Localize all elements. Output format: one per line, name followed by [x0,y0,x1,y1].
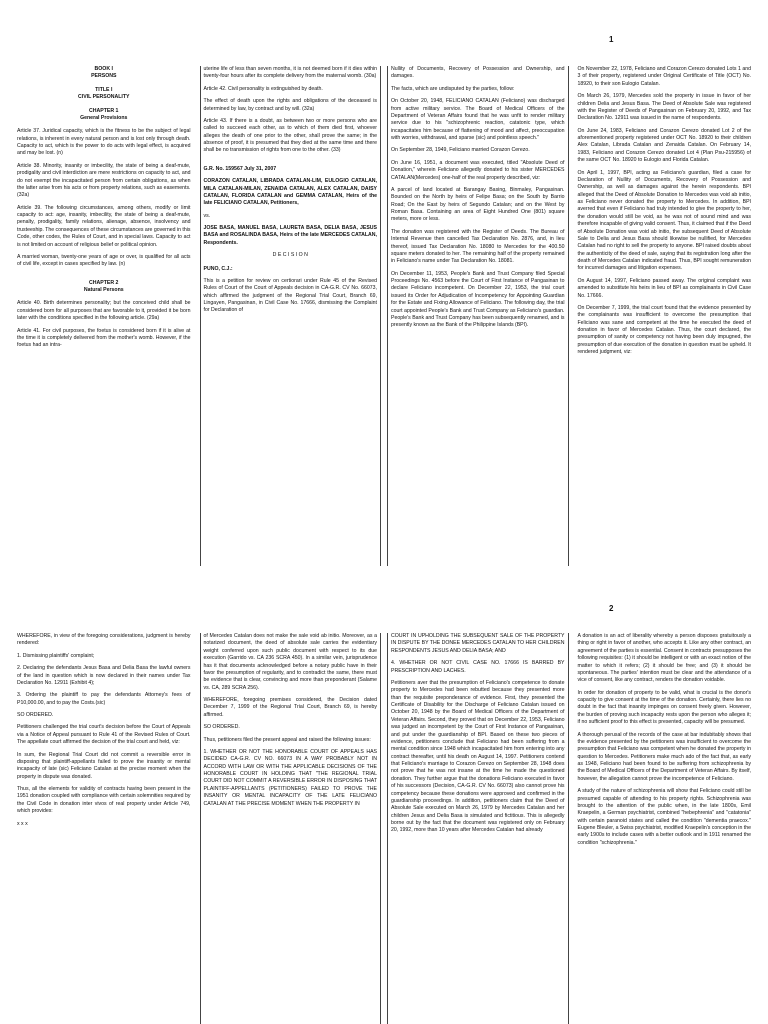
paragraph: SO ORDERED. [203,724,240,731]
column-4 [575,66,755,566]
paragraph: 1. WHETHER OR NOT THE HONORABLE COURT OF APPEALS HAS DECIDED CA-G.R. CV NO. 66073 IN A WAY PROBABLY NOT IN ACCORD WITH LAW OR WITH THE APPLICABLE DECISIONS OF THE HONORABLE COURT IN HOLDING THAT "THE REGIONAL TRIAL COURT DID NOT COMMIT A REVERSIBLE ERROR IN DISPOSING THAT PLAINTIFF-APPELLANTS (PETITIONERS) FAILED TO PROVE THE INSANITY OR MENTAL INCAPACITY OF THE LATE FELICIANO CATALAN AT THE PRECISE MOMENT WHEN THE PROPERTY IN [203,748,377,807]
natural-persons-heading: Natural Persons [83,287,124,293]
paragraph: Thus, petitioners filed the present appeal and raised the following issues: [203,736,371,743]
article-37: Article 37. Juridical capacity, which is the fitness to be the subject of legal relations, is inherent in every natural person and is lost only through death. Capacity to act, which is the power to do acts with legal effect, is acquired and may be lost. (n) [17,128,191,157]
paragraph: In sum, the Regional Trial Court did not commit a reversible error in disposing that plaintiff-appellants failed to prove the insanity or mental incapacity of late (sic) Feliciano Catalan at the precise moment when the property in dispute was donated. [17,751,191,780]
book-heading: BOOK I [94,66,113,72]
page-1-columns [14,66,754,566]
paragraph: On June 24, 1983, Feliciano and Corazon Cerezo donated Lot 2 of the aforementioned property registered under OCT No. 18920 to their children Alex Catalan, Librada Catalan and Zenaida Catalan. On February 14, 1983, Feliciano and Corazon Cerezo donated Lot 4 (Plan Psu-215956) of the same OCT No. 18920 to Eulogio and Florida Catalan. [577,127,751,164]
paragraph: A thorough perusal of the records of the case at bar indubitably shows that the evidence presented by the petitioners was insufficient to overcome the presumption that Feliciano was competent when he donated the property in question to Mercedes. Petitioners make much ado of the fact that, as early as 1948, Feliciano had been found to be suffering from schizophrenia by the Board of Medical Officers of the Department of Veteran Affairs. By itself, however, the allegation cannot prove the incompetence of Feliciano. [577,731,751,782]
paragraph: A donation is an act of liberality whereby a person disposes gratuitously a thing or right in favor of another, who accepts it. Like any other contract, an agreement of the parties is essential. Consent in contracts presupposes the following requisites: (1) it should be intelligent or with an exact notion of the matter to which it refers; (2) it should be free; and (3) it should be spontaneous. The parties' intention must be clear and the attendance of a vice of consent, like any contract, renders the donation voidable. [577,633,751,684]
paragraph: On November 22, 1978, Feliciano and Corazon Cerezo donated Lots 1 and 3 of their property, registered under Original Certificate of Title (OCT) No. 18920, to their son Eulogio Catalan. [577,66,751,87]
chapter-1-heading: CHAPTER 1 [89,107,119,114]
article-43: Article 43. If there is a doubt, as between two or more persons who are called to succeed each other, as to which of them died first, whoever alleges the death of one prior to the other, shall prove the same; in the absence of proof, it is presumed that they died at the same time and there shall be no transmission of rights from one to the other. (33) [203,117,377,154]
article-39-paragraph: A married woman, twenty-one years of age or over, is qualified for all acts of civil life, except in cases specified by law. (n) [17,253,191,268]
paragraph: COURT IN UPHOLDING THE SUBSEQUENT SALE OF THE PROPERTY IN DISPUTE BY THE DONEE MERCEDES CATALAN TO HER CHILDREN RESPONDENTS JESUS AND DELIA BASA; AND [391,633,565,654]
article-41-continued: uterine life of less than seven months, it is not deemed born if it dies within twenty-four hours after its complete delivery from the maternal womb. (30a) [203,66,377,80]
paragraph: On August 14, 1997, Feliciano passed away. The original complaint was amended to substitute his heirs in lieu of BPI as complainants in Civil Case No. 17666. [577,277,751,299]
paragraph: x x x [17,820,28,827]
column-2 [200,66,382,566]
page-number: 1 [609,35,614,44]
article-39: Article 39. The following circumstances, among others, modify or limit capacity to act: age, insanity, imbecility, the state of being a deaf-mute, penalty, prodigality, family relations, alienage, absence, insolvency and trusteeship. The consequences of these circumstances are governed in this Code, other codes, the Rules of Court, and in special laws. Capacity to act is not limited on account of religious belief or political opinion. [17,204,191,248]
paragraph: SO ORDERED. [17,712,54,718]
paragraph: The donation was registered with the Register of Deeds. The Bureau of Internal Revenue then cancelled Tax Declaration No. 2876, and, in lieu thereof, issued Tax Declaration No. 18080 to Mercedes for the 400.50 square meters donated to her. The remaining half of the property remained in Feliciano's name under Tax Declaration No. 18081. [391,228,565,265]
paragraph: On April 1, 1997, BPI, acting as Feliciano's guardian, filed a case for Declaration of Nullity of Documents, Recovery of Possession and Ownership, as well as damages against the herein respondents. BPI alleged that the Deed of Absolute Donation to Mercedes was void ab initio, as Feliciano never donated the property to Mercedes. In addition, BPI averred that even if Feliciano had truly intended to give the property to her, the donation would still be void, as he was not of sound mind and was therefore incapable of giving valid consent. Thus, it claimed that if the Deed of Absolute Donation was void ab initio, the subsequent Deed of Absolute Sale to Delia and Jesus Basa should likewise be nullified, for Mercedes Catalan had no right to sell the property to anyone. BPI raised doubts about the authenticity of the deed of sale, saying that its registration long after the death of Mercedes Catalan indicated fraud. Thus, BPI sought remuneration for incurred damages and litigation expenses. [577,169,751,272]
column-1 [14,66,194,566]
paragraph: A parcel of land located at Barangay Basing, Binmaley, Pangasinan. Bounded on the North by heirs of Felipe Basa; on the South by Barrio Road; On the East by heirs of Segundo Catalan; and on the West by Roman Basa. Containing an area of Eight Hundred One (801) square meters, more or less. [391,186,565,223]
article-42: Article 42. Civil personality is extinguished by death. [203,85,323,92]
article-41: Article 41. For civil purposes, the foetus is considered born if it is alive at the time it is completely delivered from the mother's womb. However, if the foetus had an intra- [17,327,191,349]
general-provisions-heading: General Provisions [80,114,128,121]
column-2 [200,633,382,1024]
petitioners: CORAZON CATALAN, LIBRADA CATALAN-LIM, EULOGIO CATALAN, MILA CATALAN-MILAN, ZENAIDA CATALAN, ALEX CATALAN, DAISY CATALAN, FLORIDA CATALAN and GEMMA CATALAN, Heirs of the late FELICIANO CATALAN, Petitioners, [203,178,377,207]
paragraph: On December 7, 1999, the trial court found that the evidence presented by the complainants was insufficient to overcome the presumption that Feliciano was sane and competent at the time he executed the deed of donation in favor of Mercedes Catalan. Thus, the court declared, the presumption of sanity or competency not having been duly impugned, the presumption of due execution of the donation in question must be upheld. It rendered judgment, viz: [577,304,751,356]
column-4 [575,633,755,1024]
page-number: 2 [609,604,614,613]
chapter-2-heading: CHAPTER 2 [89,279,119,286]
decision-body: This is a petition for review on certiorari under Rule 45 of the Revised Rules of Court of the Court of Appeals decision in CA-G.R. CV No. 66073, which affirmed the judgment of the Regional Trial Court, Branch 69, Lingayen, Pangasinan, in Civil Case No. 17666, dismissing the Complaint for Declaration of [203,277,377,314]
article-42-paragraph: The effect of death upon the rights and obligations of the deceased is determined by law, by contract and by will. (32a) [203,98,377,112]
title-heading: TITLE I [95,86,113,93]
page-2 [0,566,768,1024]
ponente: PUNO, C.J.: [203,265,233,272]
paragraph: Thus, all the elements for validity of contracts having been present in the 1951 donation coupled with compliance with certain solemnities required by the Civil Code in donation inter vivos of real property under Article 749, which provides: [17,786,191,815]
page-2-columns [14,633,754,1024]
versus: vs. [203,212,211,219]
paragraph: In order for donation of property to be valid, what is crucial is the donor's capacity to give consent at the time of the donation. Certainly, there lies no doubt in the fact that insanity impinges on consent freely given. However, the burden of proving such incapacity rests upon the person who alleges it; if no sufficient proof to this effect is presented, capacity will be presumed. [577,689,751,726]
column-3 [387,66,569,566]
paragraph: 1. Dismissing plaintiffs' complaint; [17,652,95,659]
column-1 [14,633,194,1024]
paragraph: WHEREFORE, foregoing premises considered, the Decision dated December 7, 1999 of the Regional Trial Court, Branch 69, is hereby affirmed. [203,697,377,718]
case-number: G.R. No. 159567 July 31, 2007 [203,165,277,172]
decision-heading: D E C I S I O N [272,252,308,259]
civil-personality-heading: CIVIL PERSONALITY [78,94,130,101]
respondents: JOSE BASA, MANUEL BASA, LAURETA BASA, DELIA BASA, JESUS BASA and ROSALINDA BASA, Heirs of the late MERCEDES CATALAN, Respondents. [203,225,377,246]
paragraph: The facts, which are undisputed by the parties, follow: [391,85,515,92]
paragraph: Petitioners aver that the presumption of Feliciano's competence to donate property to Mercedes had been rebutted because they presented more than the requisite preponderance of evidence. First, they presented the Certificate of Disability for the Discharge of Feliciano Catalan issued on October 20, 1948 by the Board of Medical Officers of the Department of Veteran Affairs. Second, they proved that on December 22, 1953, Feliciano was judged an incompetent by the Court of First Instance of Pangasinan, and put under the guardianship of BPI. Based on these two pieces of evidence, petitioners conclude that Feliciano had been suffering from a mental condition since 1948 which incapacitated him from entering into any contract thereafter, until his death on August 14, 1997. Petitioners contend that Feliciano's marriage to Corazon Cerezo on September 28, 1948 does not prove that he was not insane at the time he made the questioned donation. They further argue that the donations Feliciano executed in favor of his successors (Decision, CA-G.R. CV No. 66073) also cannot prove his competency because these donations were approved and confirmed in the guardianship proceedings. In addition, petitioners claim that the Deed of Absolute Sale executed on March 26, 1979 by Mercedes Catalan and her children Jesus and Delia Basa is simulated and fictitious. This is allegedly borne out by the fact that the document was registered only on February 20, 1992, more than 10 years after Mercedes Catalan had already [391,679,565,834]
paragraph: On September 28, 1949, Feliciano married Corazon Cerezo. [391,147,530,154]
article-40: Article 40. Birth determines personality; but the conceived child shall be considered born for all purposes that are favorable to it, provided it be born later with the conditions specified in the following article. (29a) [17,300,191,322]
paragraph: 2. Declaring the defendants Jesus Basa and Delia Basa the lawful owners of the land in question which is now declared in their names under Tax Declaration No. 12911 (Exhibit 4); [17,665,191,686]
paragraph: of Mercedes Catalan does not make the sale void ab initio. Moreover, as a notarized document, the deed of absolute sale carries the evidentiary weight conferred upon such public document with respect to its due execution (Garrido vs. CA 236 SCRA 450). In a similar vein, jurisprudence has it that documents acknowledged before a notary public have in their favor the presumption of regularity, and to contradict the same, there must be evidence that is clear, convincing and more than preponderant (Salame vs. CA, 289 SCRA 256). [203,633,377,691]
paragraph: On March 26, 1979, Mercedes sold the property in issue in favor of her children Delia and Jesus Basa. The Deed of Absolute Sale was registered with the Register of Deeds of Pangasinan on February 20, 1992, and Tax Declaration No. 12911 was issued in the name of respondents. [577,93,751,122]
paragraph: WHEREFORE, in view of the foregoing considerations, judgment is hereby rendered: [17,633,191,647]
persons-heading: PERSONS [91,73,117,80]
paragraph: Nullity of Documents, Recovery of Possession and Ownership, and damages. [391,66,565,80]
paragraph: On December 11, 1953, People's Bank and Trust Company filed Special Proceedings No. 4563 before the Court of First Instance of Pangasinan to declare Feliciano incompetent. On December 22, 1953, the trial court issued its Order for Adjudication of Incompetency for Appointing Guardian for the Estate and Fixing Allowance of Feliciano. The following day, the trial court appointed People's Bank and Trust Company as Feliciano's guardian. People's Bank and Trust Company has been subsequently renamed, and is presently known as the Bank of the Philippine Islands (BPI). [391,270,565,329]
paragraph: Petitioners challenged the trial court's decision before the Court of Appeals via a Notice of Appeal pursuant to Rule 41 of the Revised Rules of Court. The appellate court affirmed the decision of the trial court and held, viz: [17,724,191,746]
column-3 [387,633,569,1024]
paragraph: A study of the nature of schizophrenia will show that Feliciano could still be presumed capable of attending to his property rights. Schizophrenia was brought to the attention of the public when, in the late 1800s, Emil Kraepelin, a German psychiatrist, combined "hebephrenia" and "catatonia" with certain paranoid states and called the condition "dementia praecox." Eugene Bleuler, a Swiss psychiatrist, modified Kraepelin's conception in the early 1900s to include cases with a better outlook and in 1911 renamed the condition "schizophrenia." [577,788,751,846]
paragraph: 4. WHETHER OR NOT CIVIL CASE NO. 17666 IS BARRED BY PRESCRIPTION AND LACHES. [391,660,565,674]
paragraph: 3. Ordering the plaintiff to pay the defendants Attorney's fees of P10,000.00, and to pay the Costs.(sic) [17,692,191,706]
paragraph: On October 20, 1948, FELICIANO CATALAN (Feliciano) was discharged from active military service. The Board of Medical Officers of the Department of Veteran Affairs found that he was unfit to render military service due to his "schizophrenic reaction, catatonic type, which incapacitates him because of flattening of mood and affect, preoccupation with worries, withdrawal, and sparse (sic) and pointless speech." [391,98,565,141]
paragraph: On June 16, 1951, a document was executed, titled "Absolute Deed of Donation," wherein Feliciano allegedly donated to his sister MERCEDES CATALAN(Mercedes) one-half of the real property described, viz: [391,159,565,181]
article-38: Article 38. Minority, insanity or imbecility, the state of being a deaf-mute, prodigality and civil interdiction are mere restrictions on capacity to act, and do not exempt the incapacitated person from certain obligations, as when the latter arise from his acts or from property relations, such as easements. (32a) [17,162,191,199]
